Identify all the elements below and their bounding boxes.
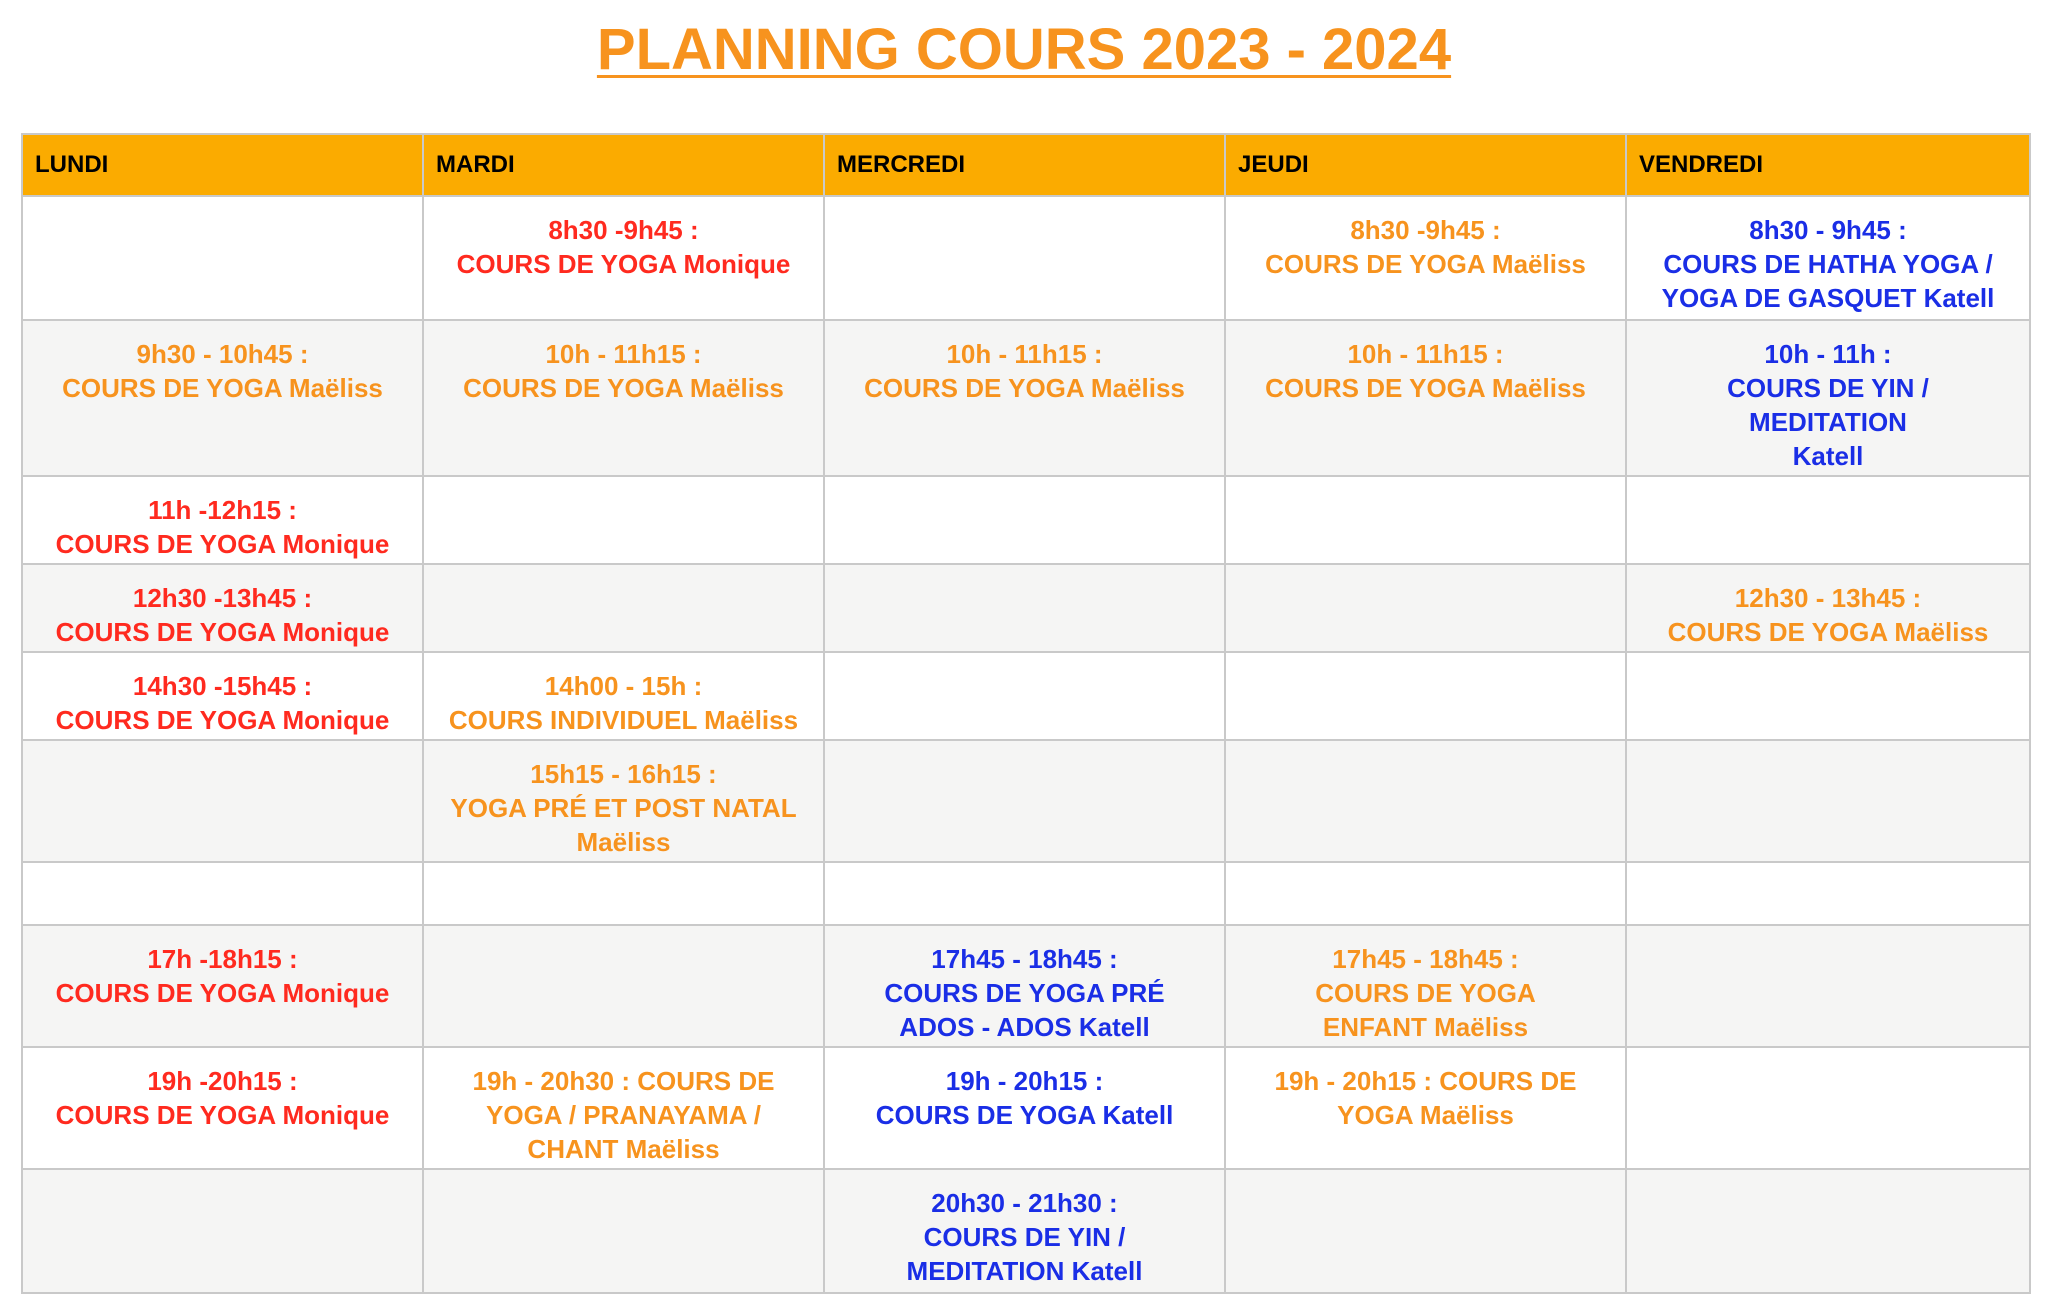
day-header-mardi: MARDI: [423, 134, 824, 196]
schedule-cell-line: 12h30 - 13h45 :: [1734, 583, 1922, 613]
schedule-cell-line: 20h30 - 21h30 :: [931, 1188, 1118, 1218]
day-header-mercredi: MERCREDI: [824, 134, 1225, 196]
schedule-cell-line: ENFANT Maëliss: [1322, 1012, 1529, 1042]
schedule-cell-line: 19h - 20h15 :: [945, 1066, 1104, 1096]
schedule-cell-line: 10h - 11h15 :: [545, 339, 702, 369]
schedule-cell-line: COURS DE YOGA Maëliss: [1667, 617, 1989, 647]
schedule-cell: [824, 476, 1225, 564]
schedule-cell-line: 8h30 - 9h45 :: [1749, 215, 1907, 245]
schedule-cell: [22, 564, 423, 652]
header-row: [22, 134, 2030, 196]
schedule-cell-line: COURS DE HATHA YOGA /: [1663, 249, 1993, 279]
schedule-cell: [1225, 1169, 1626, 1293]
schedule-cell-line: Katell: [1792, 441, 1864, 471]
schedule-cell-line: 12h30 -13h45 :: [132, 583, 313, 613]
schedule-cell-line: COURS DE YIN /: [1727, 373, 1929, 403]
schedule-cell-line: 14h00 - 15h :: [544, 671, 703, 701]
table-row: [22, 652, 2030, 740]
schedule-cell: [423, 196, 824, 320]
schedule-cell-line: COURS INDIVIDUEL Maëliss: [448, 705, 799, 735]
schedule-cell-line: 14h30 -15h45 :: [132, 671, 313, 701]
schedule-cell: [1225, 652, 1626, 740]
schedule-cell: [423, 1169, 824, 1293]
schedule-cell: [22, 862, 423, 925]
schedule-cell-line: COURS DE YOGA Monique: [55, 529, 390, 559]
schedule-cell: [1225, 1047, 1626, 1169]
schedule-cell: [824, 564, 1225, 652]
schedule-cell-line: 19h - 20h30 : COURS DE: [472, 1066, 775, 1096]
schedule-cell: [1626, 862, 2030, 925]
schedule-cell: [22, 1169, 423, 1293]
schedule-cell: [1626, 1169, 2030, 1293]
schedule-cell: [1225, 196, 1626, 320]
schedule-cell: [1626, 652, 2030, 740]
schedule-cell: [423, 476, 824, 564]
table-row: [22, 925, 2030, 1047]
schedule-cell: [1626, 320, 2030, 476]
schedule-cell: [423, 925, 824, 1047]
schedule-cell: [1626, 740, 2030, 862]
schedule-cell: [1225, 476, 1626, 564]
schedule-cell-line: YOGA PRÉ ET POST NATAL: [450, 793, 797, 823]
schedule-cell-line: 9h30 - 10h45 :: [136, 339, 309, 369]
schedule-cell-line: 15h15 - 16h15 :: [530, 759, 717, 789]
schedule-cell-line: 10h - 11h15 :: [946, 339, 1103, 369]
schedule-table: [21, 133, 2031, 1294]
schedule-cell-line: MEDITATION Katell: [906, 1256, 1143, 1286]
schedule-cell-line: COURS DE YOGA Monique: [55, 1100, 390, 1130]
schedule-cell-line: 17h -18h15 :: [147, 944, 298, 974]
schedule-cell: [22, 740, 423, 862]
schedule-cell: [423, 652, 824, 740]
schedule-cell-line: 10h - 11h15 :: [1347, 339, 1504, 369]
schedule-cell-line: 8h30 -9h45 :: [548, 215, 699, 245]
schedule-cell: [824, 196, 1225, 320]
schedule-cell: [1626, 196, 2030, 320]
schedule-cell: [824, 925, 1225, 1047]
schedule-cell-line: 17h45 - 18h45 :: [931, 944, 1118, 974]
schedule-cell-line: 17h45 - 18h45 :: [1332, 944, 1519, 974]
schedule-cell: [22, 476, 423, 564]
day-header-jeudi: JEUDI: [1225, 134, 1626, 196]
schedule-cell: [22, 925, 423, 1047]
schedule-cell-line: COURS DE YOGA: [1315, 978, 1536, 1008]
schedule-cell-line: COURS DE YOGA Maëliss: [864, 373, 1185, 403]
schedule-cell: [22, 320, 423, 476]
schedule-cell: [824, 862, 1225, 925]
schedule-cell: [1626, 476, 2030, 564]
schedule-cell-line: ADOS - ADOS Katell: [899, 1012, 1150, 1042]
schedule-cell: [423, 320, 824, 476]
schedule-cell-line: COURS DE YOGA Monique: [55, 617, 390, 647]
schedule-cell: [824, 1047, 1225, 1169]
schedule-cell: [1626, 1047, 2030, 1169]
schedule-cell: [1225, 320, 1626, 476]
schedule-cell-line: YOGA Maëliss: [1337, 1100, 1514, 1130]
schedule-cell: [1626, 564, 2030, 652]
schedule-cell: [22, 196, 423, 320]
schedule-cell: [1626, 925, 2030, 1047]
day-header-vendredi: VENDREDI: [1626, 134, 2030, 196]
schedule-cell: [1225, 740, 1626, 862]
schedule-cell-line: 19h - 20h15 : COURS DE: [1274, 1066, 1577, 1096]
table-row: [22, 1047, 2030, 1169]
schedule-cell: [1225, 564, 1626, 652]
schedule-cell: [824, 740, 1225, 862]
schedule-cell-line: COURS DE YOGA Maëliss: [1265, 249, 1586, 279]
table-row: [22, 1169, 2030, 1293]
schedule-cell: [22, 1047, 423, 1169]
schedule-cell: [1225, 862, 1626, 925]
schedule-cell-line: MEDITATION: [1749, 407, 1907, 437]
schedule-cell: [22, 652, 423, 740]
schedule-cell: [423, 564, 824, 652]
schedule-cell-line: YOGA / PRANAYAMA /: [486, 1100, 761, 1130]
schedule-cell-line: 19h -20h15 :: [147, 1066, 298, 1096]
page-title: PLANNING COURS 2023 - 2024: [596, 17, 1452, 82]
schedule-cell-line: COURS DE YOGA Monique: [55, 978, 390, 1008]
table-row: [22, 564, 2030, 652]
schedule-cell: [423, 862, 824, 925]
schedule-cell: [824, 652, 1225, 740]
table-row: [22, 320, 2030, 476]
schedule-cell-line: 8h30 -9h45 :: [1350, 215, 1501, 245]
schedule-cell-line: YOGA DE GASQUET Katell: [1661, 283, 1995, 313]
schedule-cell: [423, 1047, 824, 1169]
day-header-lundi: LUNDI: [22, 134, 423, 196]
schedule-cell-line: COURS DE YOGA PRÉ: [884, 978, 1165, 1008]
schedule-cell-line: COURS DE YIN /: [923, 1222, 1126, 1252]
schedule-cell-line: COURS DE YOGA Maëliss: [1265, 373, 1586, 403]
schedule-cell-line: CHANT Maëliss: [527, 1134, 720, 1164]
table-row: [22, 476, 2030, 564]
schedule-cell-line: 11h -12h15 :: [148, 495, 297, 525]
schedule-cell: [423, 740, 824, 862]
schedule-cell: [824, 320, 1225, 476]
schedule-cell-line: COURS DE YOGA Katell: [875, 1100, 1174, 1130]
schedule-cell: [1225, 925, 1626, 1047]
table-row: [22, 862, 2030, 925]
table-row: [22, 196, 2030, 320]
schedule-cell-line: Maëliss: [576, 827, 671, 857]
table-row: [22, 740, 2030, 862]
schedule-cell-line: COURS DE YOGA Maëliss: [463, 373, 784, 403]
schedule-cell: [824, 1169, 1225, 1293]
schedule-cell-line: COURS DE YOGA Monique: [55, 705, 390, 735]
schedule-cell-line: COURS DE YOGA Maëliss: [62, 373, 383, 403]
schedule-cell-line: 10h - 11h :: [1764, 339, 1892, 369]
schedule-cell-line: COURS DE YOGA Monique: [456, 249, 791, 279]
